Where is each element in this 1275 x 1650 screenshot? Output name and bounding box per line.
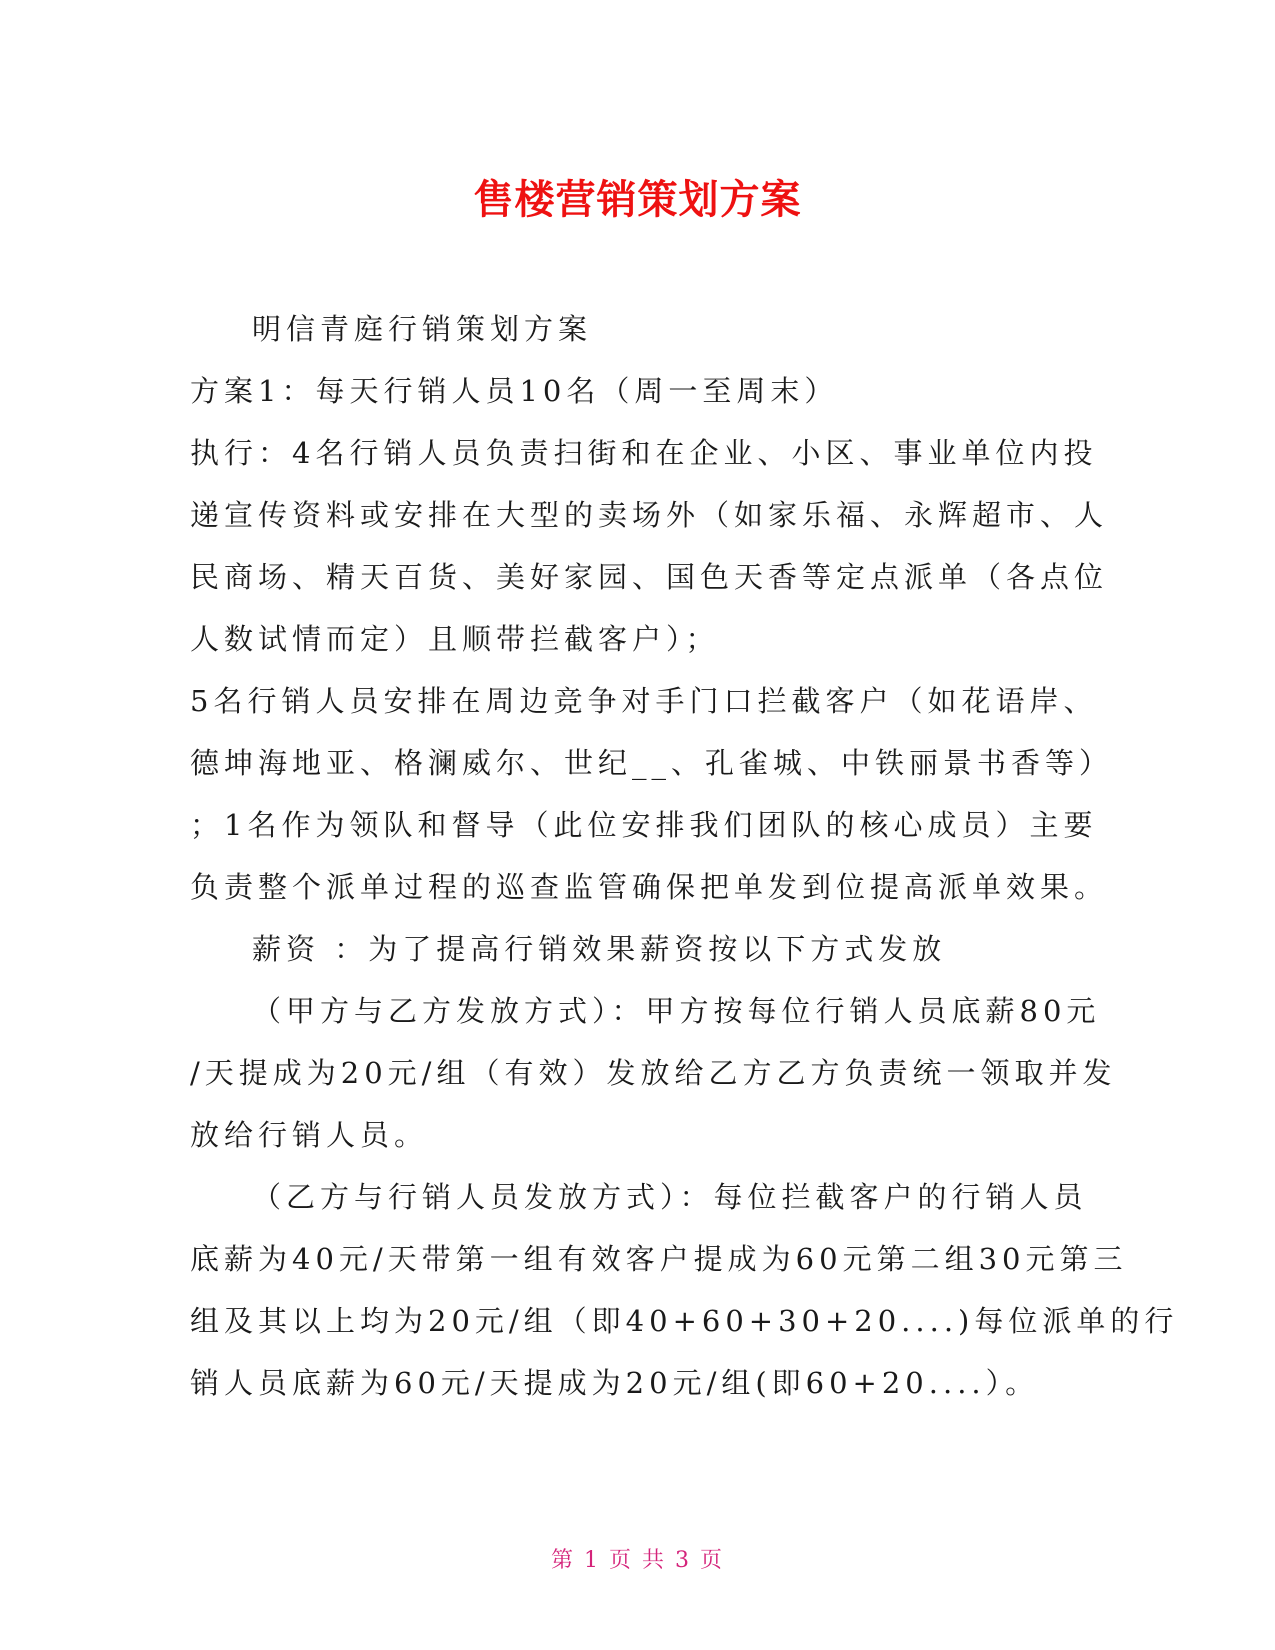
paragraph-line: 薪资 ：为了提高行销效果薪资按以下方式发放 [252,932,947,966]
paragraph-line: ；1名作为领队和督导（此位安排我们团队的核心成员）主要 [190,808,1098,842]
paragraph-line: （乙方与行销人员发放方式）：每位拦截客户的行销人员 [252,1180,1088,1214]
paragraph-line: 底薪为40元/天带第一组有效客户提成为60元第二组30元第三 [190,1242,1128,1276]
paragraph-line: 德坤海地亚、格澜威尔、世纪__、孔雀城、中铁丽景书香等） [190,746,1114,780]
document-body [190,298,1179,1414]
paragraph-line: 执行：4名行销人员负责扫街和在企业、小区、事业单位内投 [190,436,1098,470]
paragraph-line: （甲方与乙方发放方式）：甲方按每位行销人员底薪80元 [252,994,1101,1028]
paragraph-line: 负责整个派单过程的巡查监管确保把单发到位提高派单效果。 [190,870,1109,904]
paragraph-line: 放给行销人员。 [190,1118,429,1152]
paragraph-line: 组及其以上均为20元/组（即40+60+30+20....)每位派单的行 [190,1304,1179,1338]
paragraph-line: 销人员底薪为60元/天提成为20元/组(即60+20....）。 [190,1366,1040,1400]
paragraph-line: 民商场、精天百货、美好家园、国色天香等定点派单（各点位 [190,560,1109,594]
paragraph-line: 递宣传资料或安排在大型的卖场外（如家乐福、永辉超市、人 [190,498,1109,532]
paragraph-line: 方案1：每天行销人员10名（周一至周末） [190,374,839,408]
paragraph-line: 5名行销人员安排在周边竞争对手门口拦截客户（如花语岸、 [190,684,1098,718]
paragraph-line: 明信青庭行销策划方案 [252,312,593,346]
paragraph-line: 人数试情而定）且顺带拦截客户）； [190,622,720,656]
paragraph-line: /天提成为20元/组（有效）发放给乙方乙方负责统一领取并发 [190,1056,1117,1090]
page-number-footer: 第 1 页 共 3 页 [551,1548,724,1573]
document-title: 售楼营销策划方案 [473,177,802,223]
